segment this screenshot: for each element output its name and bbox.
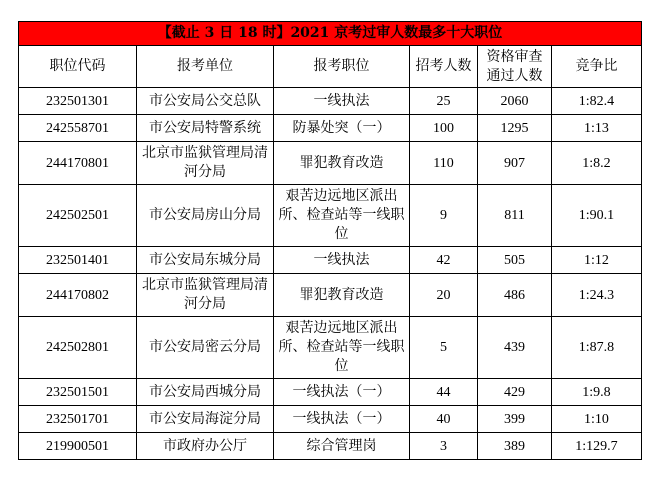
table-row xyxy=(19,247,642,274)
cell-position: 一线执法（一） xyxy=(274,379,410,406)
table-row xyxy=(19,406,642,433)
cell-passed: 907 xyxy=(478,142,552,185)
cell-unit: 市公安局海淀分局 xyxy=(137,406,274,433)
cell-ratio: 1:10 xyxy=(552,406,642,433)
cell-code: 242502501 xyxy=(19,185,137,247)
cell-unit: 市公安局西城分局 xyxy=(137,379,274,406)
cell-code: 232501401 xyxy=(19,247,137,274)
table-row xyxy=(19,317,642,379)
header-row xyxy=(19,46,642,88)
cell-passed: 429 xyxy=(478,379,552,406)
cell-ratio: 1:87.8 xyxy=(552,317,642,379)
header-unit: 报考单位 xyxy=(137,46,274,88)
cell-unit: 市公安局密云分局 xyxy=(137,317,274,379)
cell-position: 一线执法 xyxy=(274,247,410,274)
header-ratio: 竞争比 xyxy=(552,46,642,88)
cell-position: 艰苦边远地区派出所、检查站等一线职位 xyxy=(274,317,410,379)
cell-position: 艰苦边远地区派出所、检查站等一线职位 xyxy=(274,185,410,247)
cell-passed: 505 xyxy=(478,247,552,274)
cell-unit: 市公安局东城分局 xyxy=(137,247,274,274)
cell-recruit: 3 xyxy=(410,433,478,460)
cell-ratio: 1:9.8 xyxy=(552,379,642,406)
cell-recruit: 42 xyxy=(410,247,478,274)
table-container xyxy=(18,21,642,460)
cell-recruit: 25 xyxy=(410,88,478,115)
cell-position: 综合管理岗 xyxy=(274,433,410,460)
cell-ratio: 1:129.7 xyxy=(552,433,642,460)
cell-code: 244170802 xyxy=(19,274,137,317)
header-code: 职位代码 xyxy=(19,46,137,88)
title-row xyxy=(19,22,642,46)
header-passed: 资格审查通过人数 xyxy=(478,46,552,88)
cell-ratio: 1:24.3 xyxy=(552,274,642,317)
cell-code: 232501301 xyxy=(19,88,137,115)
cell-recruit: 20 xyxy=(410,274,478,317)
cell-unit: 市公安局房山分局 xyxy=(137,185,274,247)
table-row xyxy=(19,185,642,247)
table-row xyxy=(19,433,642,460)
cell-position: 一线执法 xyxy=(274,88,410,115)
cell-passed: 389 xyxy=(478,433,552,460)
cell-code: 232501701 xyxy=(19,406,137,433)
cell-position: 防暴处突（一） xyxy=(274,115,410,142)
cell-passed: 2060 xyxy=(478,88,552,115)
cell-code: 242502801 xyxy=(19,317,137,379)
table-row xyxy=(19,142,642,185)
table-row xyxy=(19,115,642,142)
jobs-table xyxy=(18,21,642,460)
cell-unit: 市公安局特警系统 xyxy=(137,115,274,142)
cell-position: 一线执法（一） xyxy=(274,406,410,433)
cell-unit: 市政府办公厅 xyxy=(137,433,274,460)
cell-position: 罪犯教育改造 xyxy=(274,142,410,185)
cell-passed: 1295 xyxy=(478,115,552,142)
cell-recruit: 110 xyxy=(410,142,478,185)
cell-code: 219900501 xyxy=(19,433,137,460)
header-position: 报考职位 xyxy=(274,46,410,88)
cell-unit: 北京市监狱管理局清河分局 xyxy=(137,142,274,185)
cell-passed: 399 xyxy=(478,406,552,433)
cell-ratio: 1:8.2 xyxy=(552,142,642,185)
table-title: 【截止 3 日 18 时】2021 京考过审人数最多十大职位 xyxy=(19,22,642,46)
cell-recruit: 100 xyxy=(410,115,478,142)
cell-ratio: 1:82.4 xyxy=(552,88,642,115)
cell-passed: 486 xyxy=(478,274,552,317)
cell-recruit: 40 xyxy=(410,406,478,433)
cell-passed: 439 xyxy=(478,317,552,379)
cell-ratio: 1:12 xyxy=(552,247,642,274)
cell-recruit: 5 xyxy=(410,317,478,379)
header-recruit: 招考人数 xyxy=(410,46,478,88)
table-row xyxy=(19,88,642,115)
cell-position: 罪犯教育改造 xyxy=(274,274,410,317)
cell-code: 244170801 xyxy=(19,142,137,185)
cell-code: 242558701 xyxy=(19,115,137,142)
cell-recruit: 9 xyxy=(410,185,478,247)
cell-code: 232501501 xyxy=(19,379,137,406)
table-row xyxy=(19,379,642,406)
cell-passed: 811 xyxy=(478,185,552,247)
cell-ratio: 1:90.1 xyxy=(552,185,642,247)
cell-ratio: 1:13 xyxy=(552,115,642,142)
cell-recruit: 44 xyxy=(410,379,478,406)
cell-unit: 北京市监狱管理局清河分局 xyxy=(137,274,274,317)
cell-unit: 市公安局公交总队 xyxy=(137,88,274,115)
table-row xyxy=(19,274,642,317)
